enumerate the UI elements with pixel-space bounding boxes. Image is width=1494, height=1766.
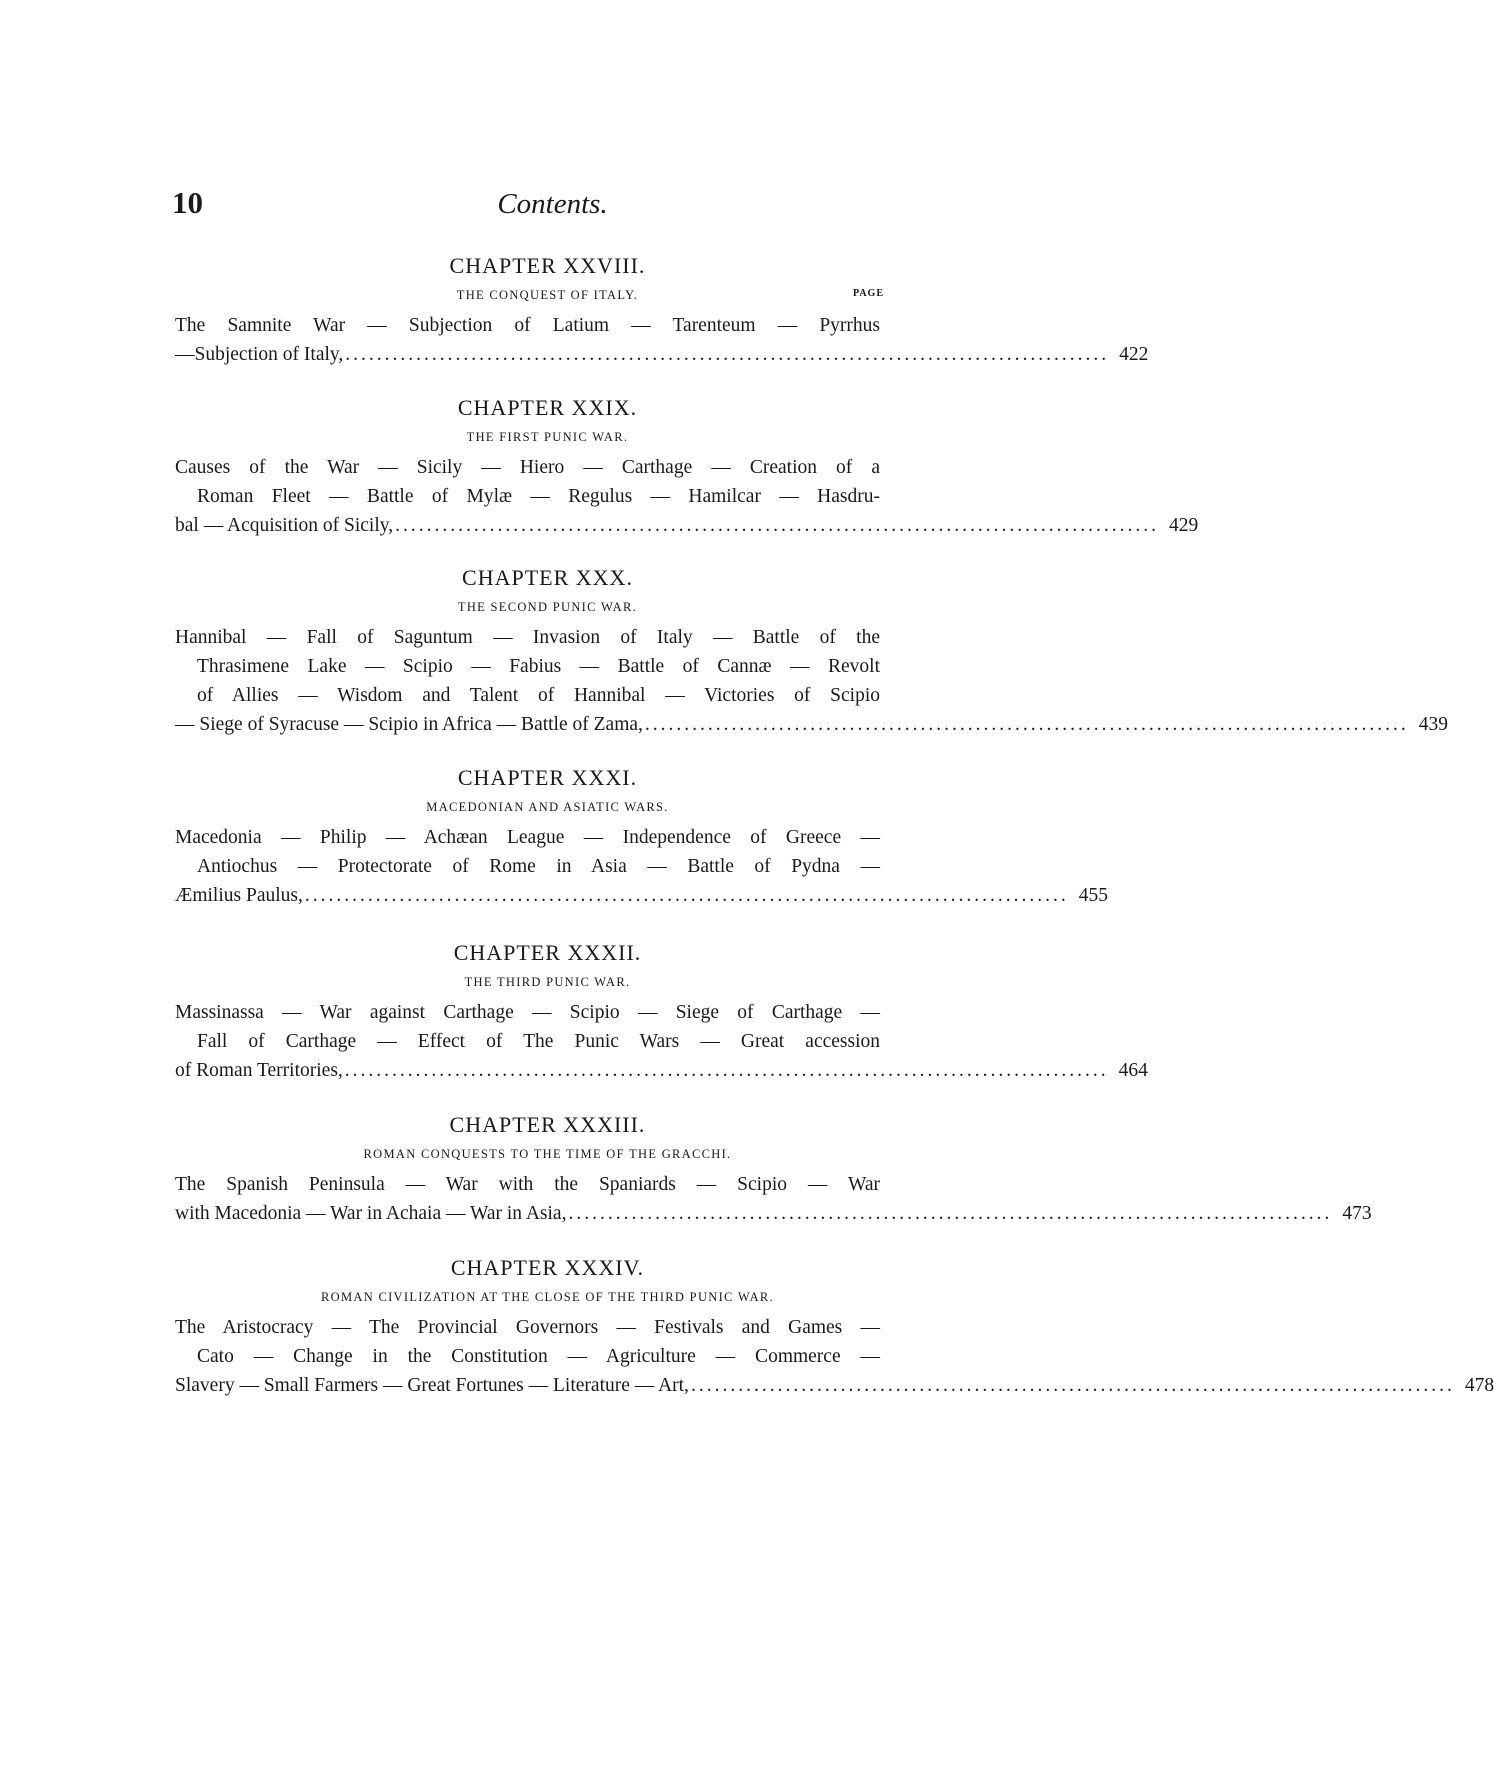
page-ref: 429 bbox=[1168, 515, 1199, 536]
chapter-title: CHAPTER XXXI. bbox=[457, 765, 638, 790]
chapter-subtitle: THE CONQUEST OF ITALY. bbox=[456, 288, 639, 302]
summary-last-line bbox=[175, 340, 1149, 369]
chapter-summary bbox=[175, 453, 1199, 540]
summary-line: The Spanish Peninsula — War with the Spaniards — Scipio — War bbox=[175, 1174, 880, 1195]
chapter-30 bbox=[175, 564, 1449, 764]
summary-last-line bbox=[175, 710, 1449, 739]
chapter-summary bbox=[175, 823, 1108, 910]
chapter-summary bbox=[175, 311, 1149, 369]
chapter-34 bbox=[175, 1254, 1494, 1400]
summary-text: of Roman Territories, bbox=[175, 1060, 343, 1081]
chapter-subtitle: THE FIRST PUNIC WAR. bbox=[466, 430, 629, 444]
chapter-summary bbox=[175, 1313, 1494, 1400]
dot-leader: ................................................................................................. bbox=[344, 1060, 1109, 1081]
chapter-summary bbox=[175, 998, 1148, 1085]
summary-line: Macedonia — Philip — Achæan League — Independence of Greece — bbox=[175, 827, 880, 848]
dot-leader: ................................................................................................. bbox=[690, 1375, 1455, 1396]
summary-line: The Samnite War — Subjection of Latium — Tarenteum — Pyrrhus bbox=[175, 315, 880, 336]
summary-line: Massinassa — War against Carthage — Scipio — Siege of Carthage — bbox=[175, 1002, 880, 1023]
page-column-label: PAGE bbox=[852, 288, 884, 299]
summary-text: with Macedonia — War in Achaia — War in Asia, bbox=[175, 1203, 567, 1224]
summary-last-line bbox=[175, 511, 1199, 540]
summary-last-line bbox=[175, 1056, 1148, 1085]
page-ref: 439 bbox=[1418, 714, 1449, 735]
chapter-32 bbox=[175, 939, 1148, 1111]
dot-leader: ................................................................................................. bbox=[395, 515, 1159, 536]
summary-text: —Subjection of Italy, bbox=[175, 344, 344, 365]
summary-text: Slavery — Small Farmers — Great Fortunes — Literature — Art, bbox=[175, 1375, 689, 1396]
summary-line: Roman Fleet — Battle of Mylæ — Regulus — Hamilcar — Hasdru- bbox=[197, 486, 880, 507]
chapter-title: CHAPTER XXXIII. bbox=[449, 1112, 646, 1137]
page-ref: 455 bbox=[1078, 885, 1108, 906]
summary-line: Cato — Change in the Constitution — Agriculture — Commerce — bbox=[197, 1346, 880, 1367]
chapter-title: CHAPTER XXVIII. bbox=[449, 253, 646, 278]
chapter-summary bbox=[175, 623, 1449, 739]
summary-last-line bbox=[175, 881, 1108, 910]
summary-line: of Allies — Wisdom and Talent of Hannibal — Victories of Scipio bbox=[197, 685, 880, 706]
chapter-subtitle: THE THIRD PUNIC WAR. bbox=[464, 975, 631, 989]
chapter-subtitle: MACEDONIAN AND ASIATIC WARS. bbox=[426, 800, 669, 814]
summary-text: bal — Acquisition of Sicily, bbox=[175, 515, 394, 536]
chapter-title: CHAPTER XXXIV. bbox=[450, 1255, 645, 1280]
chapter-subtitle: THE SECOND PUNIC WAR. bbox=[457, 600, 638, 614]
page-ref: 464 bbox=[1118, 1060, 1148, 1081]
summary-line: Fall of Carthage — Effect of The Punic Wars — Great accession bbox=[197, 1031, 880, 1052]
dot-leader: ................................................................................................. bbox=[304, 885, 1069, 906]
page-ref: 478 bbox=[1464, 1375, 1494, 1396]
chapter-subtitle: ROMAN CIVILIZATION AT THE CLOSE OF THE THIRD PUNIC WAR. bbox=[321, 1290, 774, 1304]
summary-line: The Aristocracy — The Provincial Governors — Festivals and Games — bbox=[175, 1317, 880, 1338]
page-ref: 473 bbox=[1342, 1203, 1372, 1224]
chapter-title: CHAPTER XXXII. bbox=[453, 940, 642, 965]
summary-last-line bbox=[175, 1371, 1494, 1400]
summary-text: — Siege of Syracuse — Scipio in Africa — Battle of Zama, bbox=[175, 714, 643, 735]
running-title: Contents. bbox=[497, 188, 608, 220]
dot-leader: ................................................................................................. bbox=[644, 714, 1409, 735]
chapter-title: CHAPTER XXX. bbox=[462, 565, 633, 590]
table-of-contents bbox=[175, 252, 1494, 1400]
summary-last-line bbox=[175, 1199, 1372, 1228]
page-number: 10 bbox=[172, 185, 203, 220]
chapter-summary bbox=[175, 1170, 1372, 1228]
dot-leader: ................................................................................................. bbox=[568, 1203, 1333, 1224]
chapter-29 bbox=[175, 394, 1199, 564]
chapter-28 bbox=[175, 252, 1149, 394]
chapter-33 bbox=[175, 1111, 1372, 1254]
page-ref: 422 bbox=[1119, 344, 1149, 365]
dot-leader: ................................................................................................. bbox=[345, 344, 1110, 365]
summary-line: Antiochus — Protectorate of Rome in Asia — Battle of Pydna — bbox=[197, 856, 880, 877]
summary-line: Thrasimene Lake — Scipio — Fabius — Battle of Cannæ — Revolt bbox=[197, 656, 880, 677]
summary-line: Causes of the War — Sicily — Hiero — Carthage — Creation of a bbox=[175, 457, 880, 478]
summary-line: Hannibal — Fall of Saguntum — Invasion of Italy — Battle of the bbox=[175, 627, 880, 648]
chapter-subtitle: ROMAN CONQUESTS TO THE TIME OF THE GRACCHI. bbox=[363, 1147, 732, 1161]
summary-text: Æmilius Paulus, bbox=[175, 885, 303, 906]
chapter-31 bbox=[175, 764, 1108, 939]
chapter-title: CHAPTER XXIX. bbox=[457, 395, 638, 420]
